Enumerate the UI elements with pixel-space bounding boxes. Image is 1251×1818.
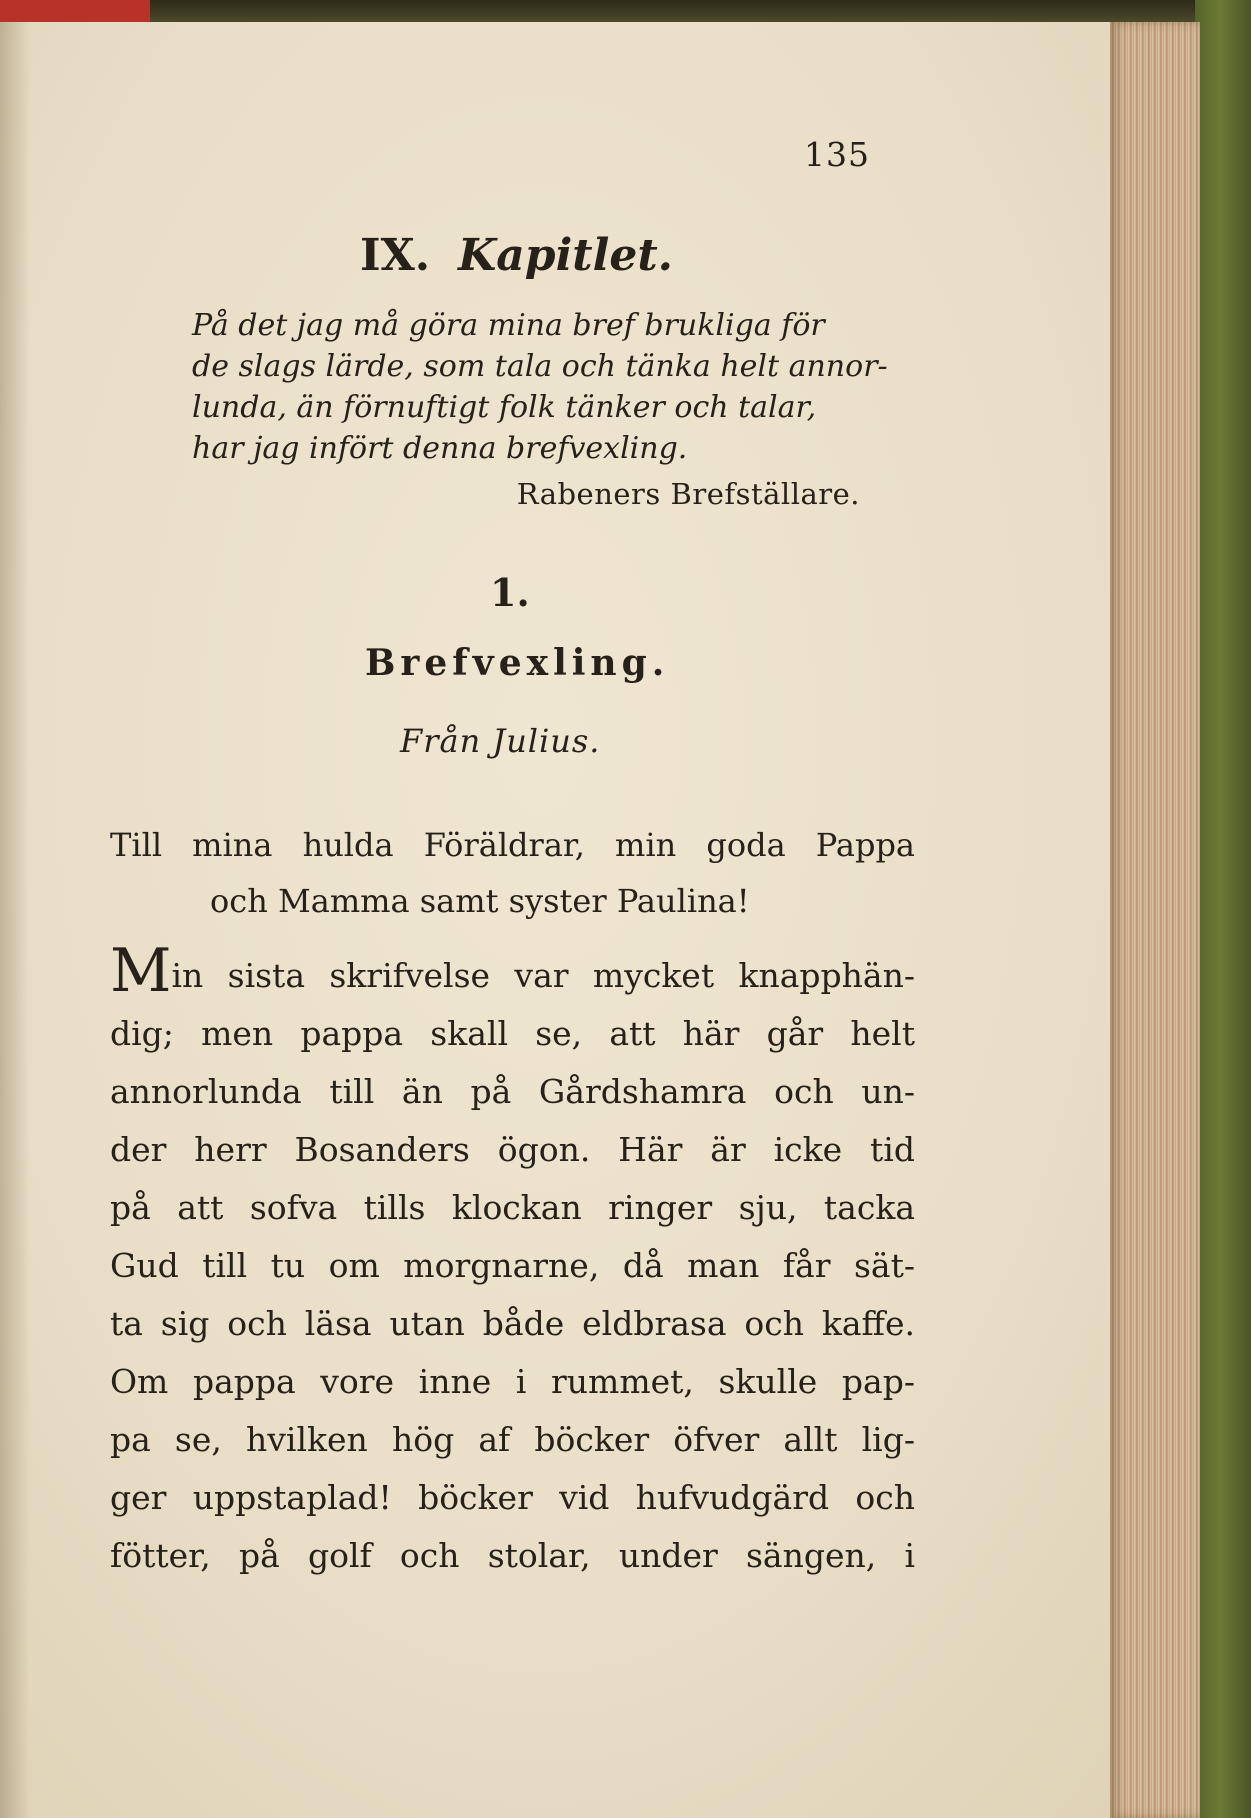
salutation-line: och Mamma samt syster Paulina! (210, 882, 750, 920)
body-line: Gud till tu om morgnarne, då man får sät- (110, 1246, 915, 1285)
body-line: på att sofva tills klockan ringer sju, tacka (110, 1188, 915, 1227)
body-line: ger uppstaplad! böcker vid hufvudgärd och (110, 1478, 915, 1517)
epigraph-line: de slags lärde, som tala och tänka helt annor- (192, 349, 888, 384)
epigraph (192, 305, 922, 469)
book-page (0, 22, 1200, 1818)
letter-number: 1. (490, 570, 530, 615)
epigraph-line: har jag infört denna brefvexling. (192, 431, 688, 466)
body-line (110, 936, 915, 1006)
chapter-numeral: IX. (360, 230, 431, 281)
gutter-shadow (0, 22, 30, 1818)
page-edges (1110, 22, 1200, 1818)
salutation-line: Till mina hulda Föräldrar, min goda Pappa (110, 826, 915, 864)
chapter-heading (360, 230, 673, 281)
body-line: ta sig och läsa utan både eldbrasa och kaffe. (110, 1304, 915, 1343)
body-text (110, 936, 915, 1585)
sender-line: Från Julius. (400, 722, 601, 760)
section-title: Brefvexling. (365, 642, 670, 684)
body-line: der herr Bosanders ögon. Här är icke tid (110, 1130, 915, 1169)
chapter-word: Kapitlet. (458, 230, 673, 281)
body-line: fötter, på golf och stolar, under sängen, i (110, 1536, 915, 1575)
epigraph-line: lunda, än förnuftigt folk tänker och talar, (192, 390, 817, 425)
body-line: pa se, hvilken hög af böcker öfver allt lig- (110, 1420, 915, 1459)
drop-cap: M (110, 936, 172, 1006)
body-line-text: in sista skrifvelse var mycket knapphän- (171, 956, 915, 995)
body-line: annorlunda till än på Gårdshamra och un- (110, 1072, 915, 1111)
epigraph-line: På det jag må göra mina bref brukliga för (192, 308, 825, 343)
text-block (110, 22, 915, 1818)
body-line: Om pappa vore inne i rummet, skulle pap- (110, 1362, 915, 1401)
page-number: 135 (804, 135, 870, 174)
salutation (110, 817, 915, 929)
book-cover-edge (1195, 0, 1251, 1818)
body-line: dig; men pappa skall se, att här går helt (110, 1014, 915, 1053)
bookplate-label (0, 0, 150, 22)
epigraph-source: Rabeners Brefställare. (516, 477, 860, 511)
